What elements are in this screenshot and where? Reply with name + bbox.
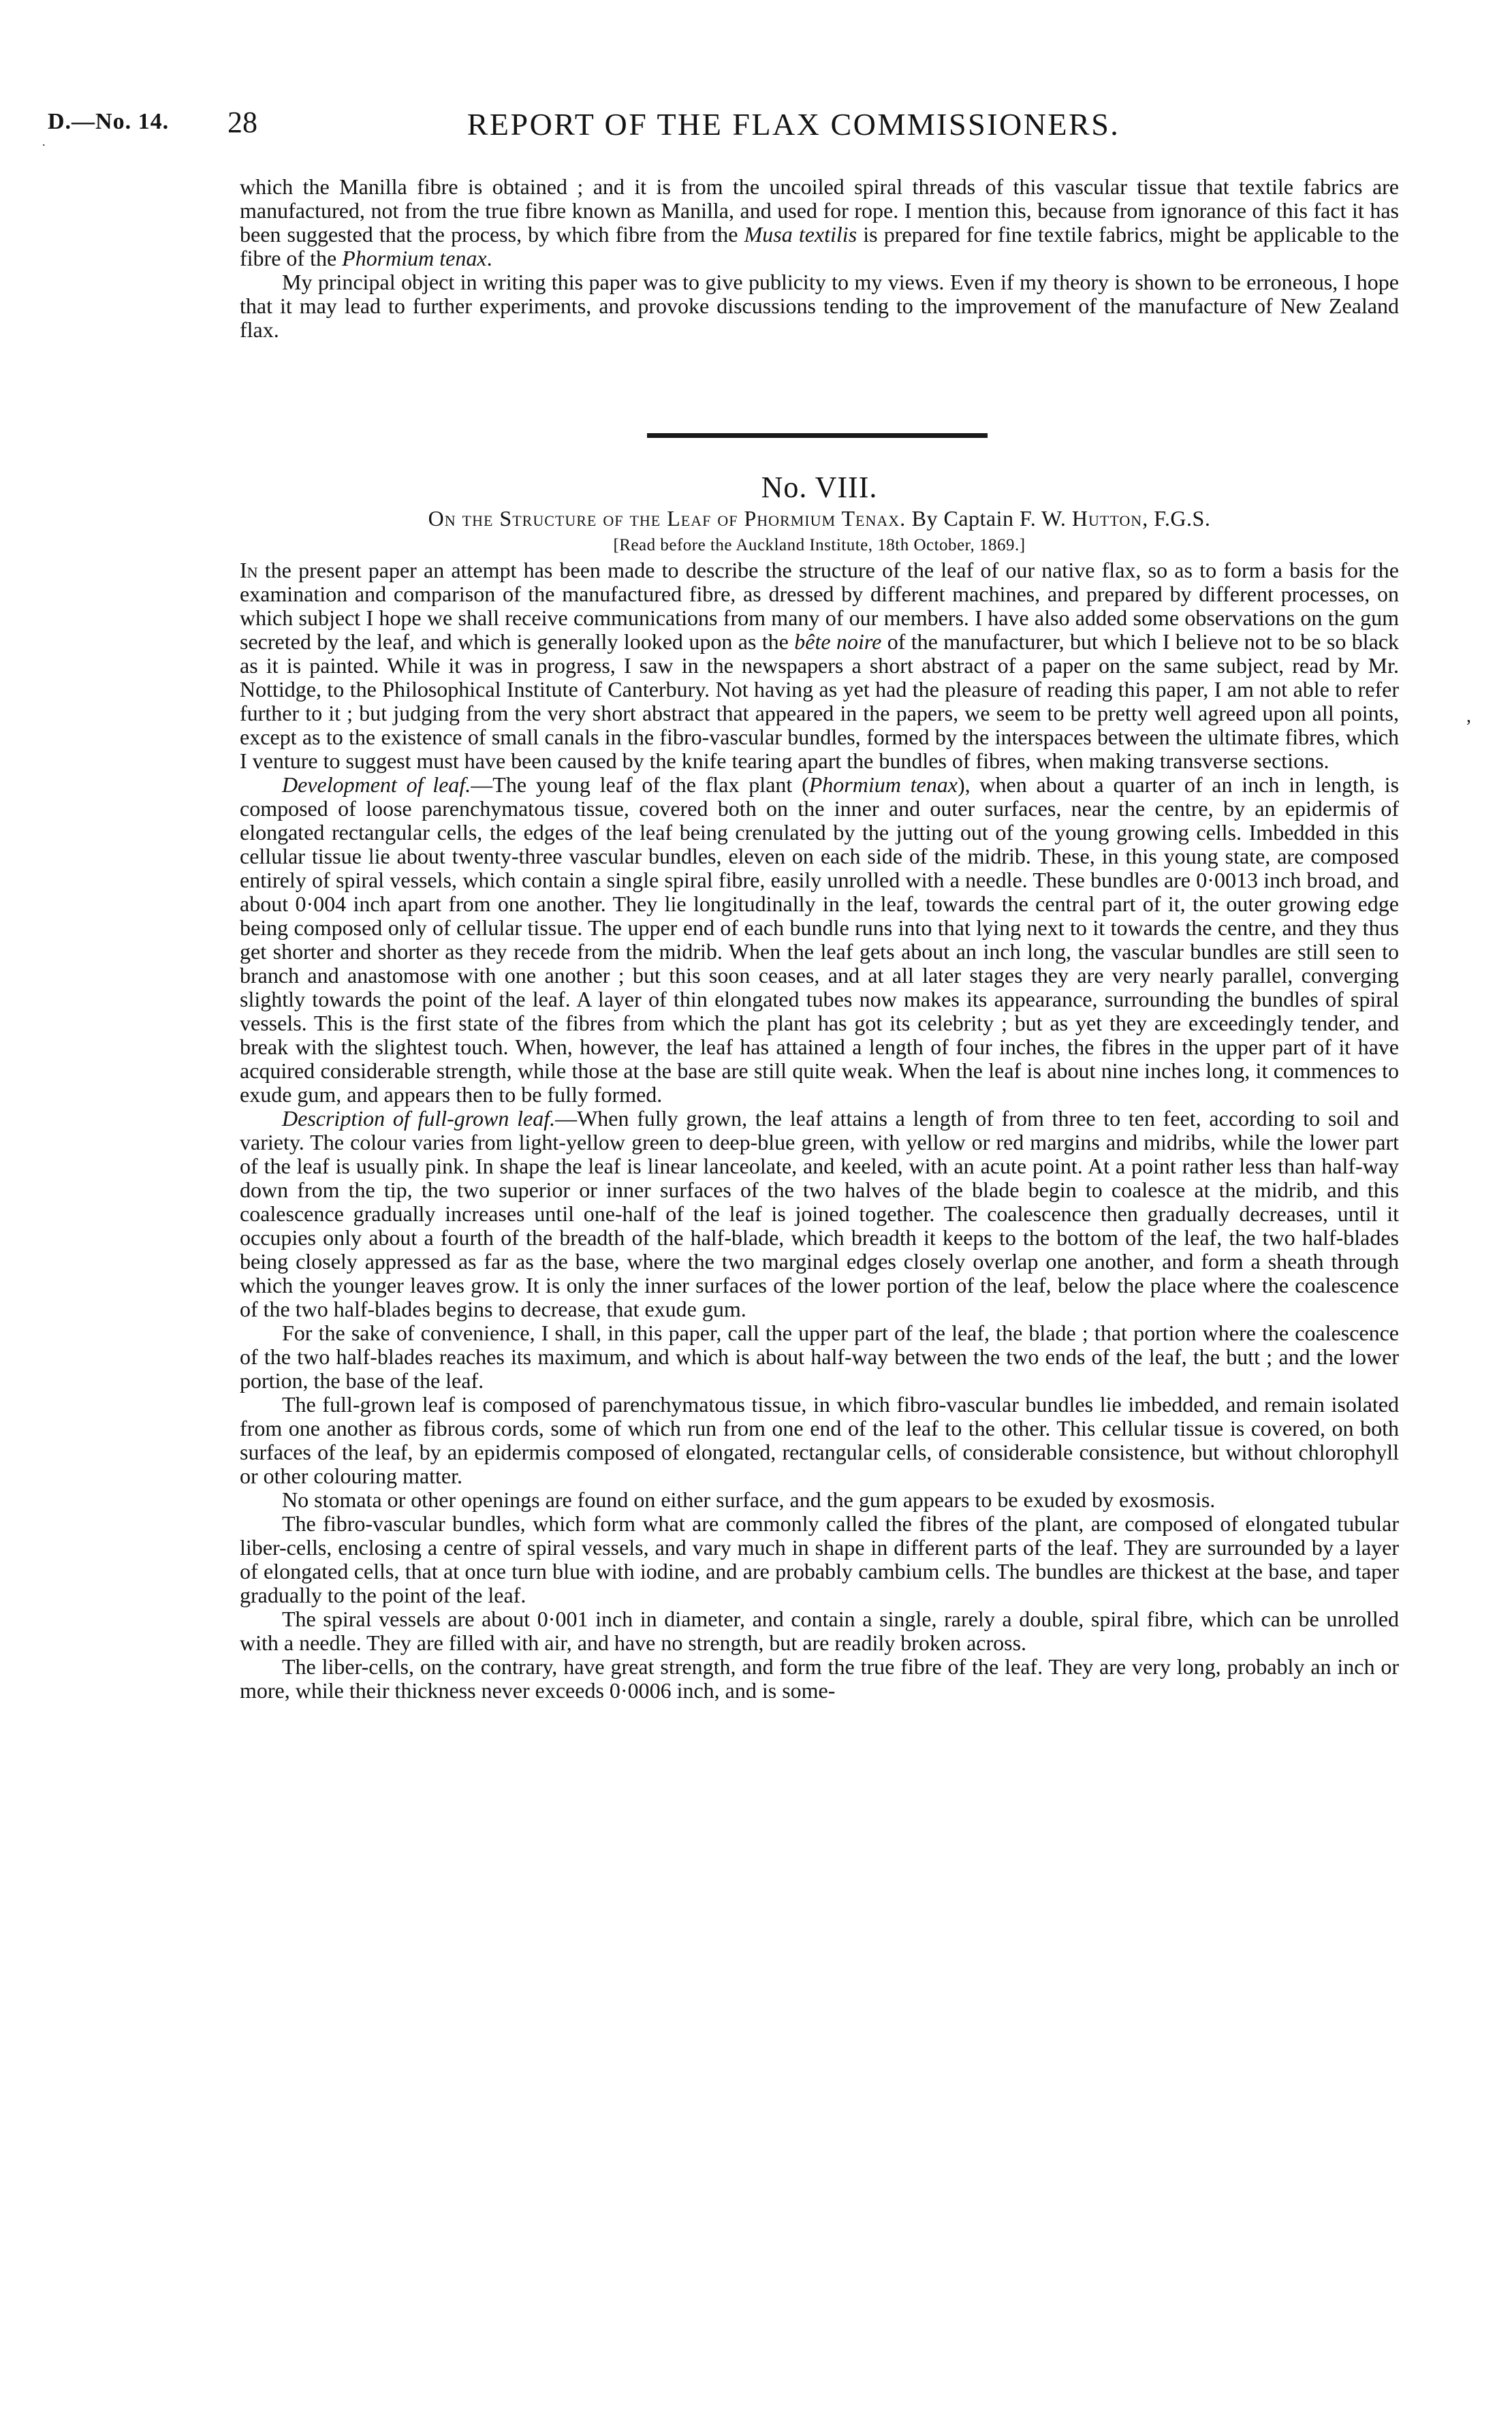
paragraph: No stomata or other openings are found on either surface, and the gum appears to be exuded by exosmosis. [282, 1487, 1216, 1512]
paragraph: Development of leaf.—The young leaf of the flax plant (Phormium tenax), when about a quarter of an inch in length, is composed of loose parenchymatous tissue, covered both on the inner and outer surfaces, near the centre, by an epidermis of elongated rectangular cells, the edges of the leaf being crenulated by the jutting out of the young growing cells. Imbedded in this cellular tissue lie about twenty-three vascular bundles, eleven on each side of the midrib. These, in this young state, are composed entirely of spiral vessels, which contain a single spiral fibre, easily unrolled with a needle. These bundles are 0·0013 inch broad, and about 0·004 inch apart from one another. They lie longitudinally in the leaf, towards the central part of it, the outer growing edge being composed only of cellular tissue. The upper end of each bundle runs into that lying next to it towards the centre, and they thus get shorter and shorter as they recede from the midrib. When the leaf gets about an inch long, the vascular bundles are still seen to branch and anastomose with one another ; but this soon ceases, and at all later stages they are very nearly parallel, converging slightly towards the point of the leaf. A layer of thin elongated tubes now makes its appearance, surrounding the bundles of spiral vessels. This is the first state of the fibres from which the plant has got its celebrity ; but as yet they are exceedingly tender, and break with the slightest touch. When, however, the leaf has attained a length of four inches, the fibres in the upper part of it have acquired considerable strength, while those at the base are still quite weak. When the leaf is about nine inches long, it commences to exude gum, and appears then to be fully formed. [240, 772, 1400, 1107]
section-number: No. VIII. [761, 471, 878, 504]
page-number: 28 [227, 106, 257, 139]
margin-mark: , [1466, 706, 1471, 727]
paragraph: My principal object in writing this paper was to give publicity to my views. Even if my theory is shown to be erroneous, I hope that it may lead to further experiments, and provoke discussions tending to the improvement of the manufacture of New Zealand flax. [240, 270, 1399, 342]
paragraph: The fibro-vascular bundles, which form what are commonly called the fibres of the plant, are composed of elongated tubular liber-cells, enclosing a centre of spiral vessels, and vary much in shape in different parts of the leaf. They are surrounded by a layer of elongated cells, that at once turn blue with iodine, and are probably cambium cells. The bundles are thickest at the base, and taper gradually to the point of the leaf. [240, 1511, 1399, 1607]
section-divider [647, 433, 988, 438]
paragraph: Description of full-grown leaf.—When fully grown, the leaf attains a length of from three to ten feet, according to soil and variety. The colour varies from light-yellow green to deep-blue green, with yellow or red margins and midribs, while the lower part of the leaf is usually pink. In shape the leaf is linear lanceolate, and keeled, with an acute point. At a point rather less than half-way down from the tip, the two superior or inner surfaces of the two halves of the blade begin to coalesce at the midrib, and this coalescence gradually increases until one-half of the leaf is joined together. The coalescence then gradually decreases, until it occupies only about a fourth of the breadth of the half-blade, which breadth it keeps to the bottom of the leaf, the two half-blades being closely appressed as far as the base, where the two marginal edges closely overlap one another, and form a sheath through which the younger leaves grow. It is only the inner surfaces of the lower portion of the leaf, below the place where the coalescence of the two half-blades begins to decrease, that exude gum. [240, 1106, 1400, 1321]
running-title: REPORT OF THE FLAX COMMISSIONERS. [467, 107, 1120, 142]
paragraph: In the present paper an attempt has been made to describe the structure of the leaf of our native flax, so as to form a basis for the examination and comparison of the manufactured fibre, as dressed by different machines, and prepared by different processes, on which subject I hope we shall receive communications from many of our members. I have also added some observations on the gum secreted by the leaf, and which is generally looked upon as the bête noire of the manufacturer, but which I believe not to be so black as it is painted. While it was in progress, I saw in the newspapers a short abstract of a paper on the same subject, read by Mr. Nottidge, to the Philosophical Institute of Canterbury. Not having as yet had the pleasure of reading this paper, I am not able to refer further to it ; but judging from the very short abstract that appeared in the papers, we seem to be pretty well agreed upon all points, except as to the existence of small canals in the fibro-vascular bundles, formed by the interspaces between the ultimate fibres, which I venture to suggest must have been caused by the knife tearing apart the bundles of fibres, when making transverse sections. [240, 558, 1400, 773]
read-before-note: [Read before the Auckland Institute, 18th October, 1869.] [613, 536, 1026, 554]
paragraph: which the Manilla fibre is obtained ; and it is from the uncoiled spiral threads of this vascular tissue that textile fabrics are manufactured, not from the true fibre known as Manilla, and used for rope. I mention this, because from ignorance of this fact it has been suggested that the process, by which fibre from the Musa textilis is prepared for fine textile fabrics, might be applicable to the fibre of the Phormium tenax. [240, 174, 1400, 270]
subheading: Description of full-grown leaf. [282, 1106, 556, 1131]
article-title: On the Structure of the Leaf of Phormium Tenax. By Captain F. W. Hutton, F.G.S. [428, 506, 1211, 531]
subheading: Development of leaf. [282, 772, 471, 797]
stray-mark: . [42, 135, 46, 148]
article-body [240, 558, 1399, 1703]
continuation-text [240, 175, 1399, 342]
paragraph: The full-grown leaf is composed of parenchymatous tissue, in which fibro-vascular bundles lie imbedded, and remain isolated from one another as fibrous cords, some of which run from one end of the leaf to the other. This cellular tissue is covered, on both surfaces of the leaf, by an epidermis composed of elongated, rectangular cells, of considerable consistence, but without chlorophyll or other colouring matter. [240, 1392, 1399, 1488]
paragraph: The spiral vessels are about 0·001 inch in diameter, and contain a single, rarely a double, spiral fibre, which can be unrolled with a needle. They are filled with air, and have no strength, but are readily broken across. [240, 1607, 1399, 1655]
page-header [48, 106, 1437, 150]
paragraph: The liber-cells, on the contrary, have great strength, and form the true fibre of the leaf. They are very long, probably an inch or more, while their thickness never exceeds 0·0006 inch, and is some- [240, 1654, 1399, 1703]
paragraph: For the sake of convenience, I shall, in this paper, call the upper part of the leaf, the blade ; that portion where the coalescence of the two half-blades reaches its maximum, and which is about half-way between the two ends of the leaf, the butt ; and the lower portion, the base of the leaf. [240, 1321, 1399, 1393]
document-reference: D.—No. 14. [48, 109, 170, 134]
